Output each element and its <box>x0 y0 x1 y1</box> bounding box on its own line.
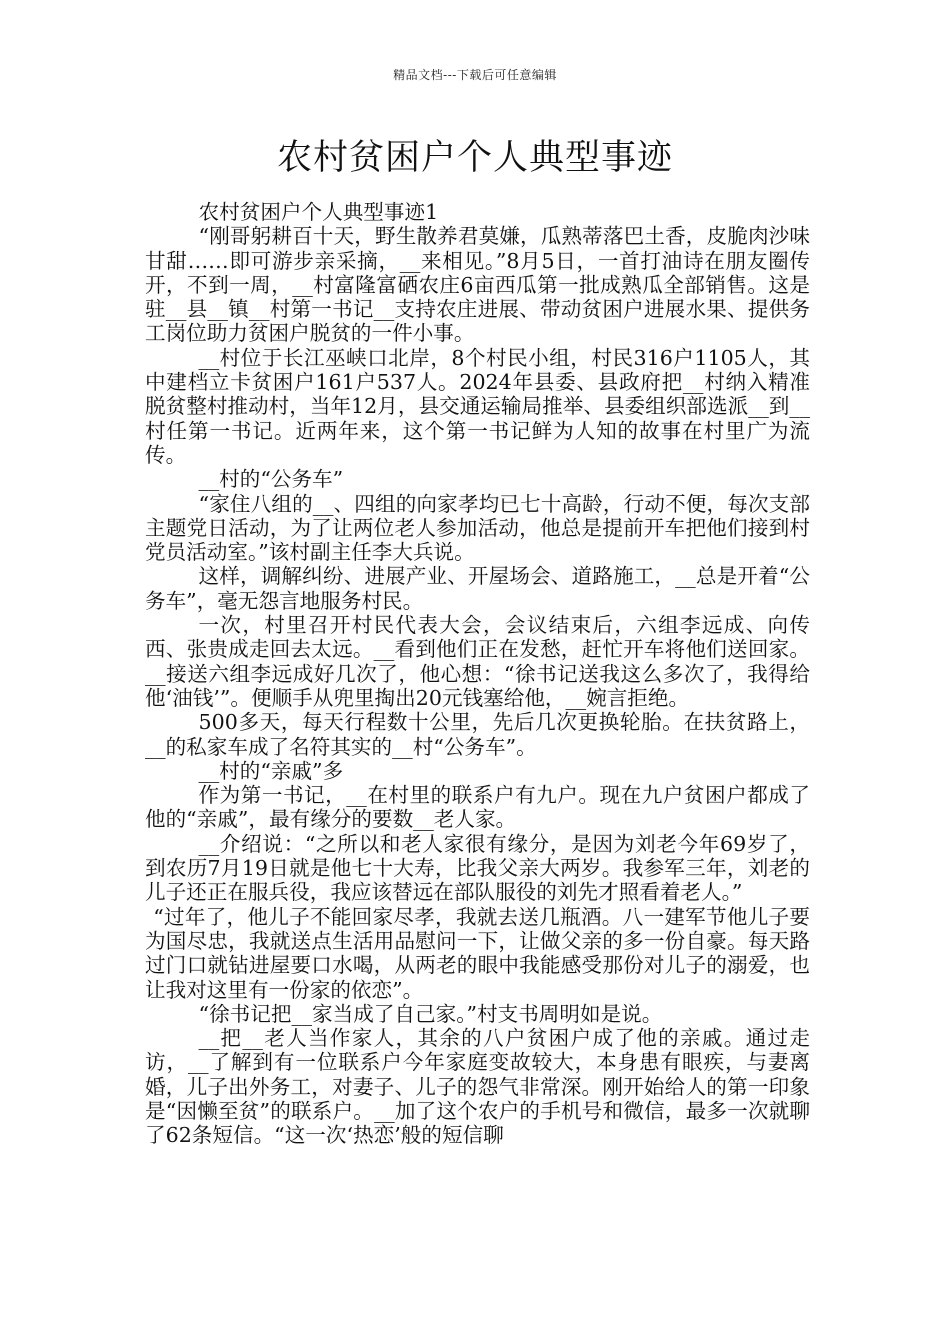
body-paragraph: “过年了，他儿子不能回家尽孝，我就去送几瓶酒。八一建军节他儿子要为国尽忠，我就送点生活用品慰问一下，让做父亲的多一份自豪。每天路过门口就钻进屋要口水喝，从两老的眼中我能感受那份对儿子的溺爱，也让我对这里有一份家的依恋”。 <box>145 904 810 1002</box>
document-title: 农村贫困户个人典型事迹 <box>276 138 673 178</box>
body-paragraph: __村位于长江巫峡口北岸，8个村民小组，村民316户1105人，其中建档立卡贫困户161户537人。2024年县委、县政府把__村纳入精准脱贫整村推动村，当年12月，县交通运输局推举、县委组织部选派__到__村任第一书记。近两年来，这个第一书记鲜为人知的故事在村里广为流传。 <box>145 345 810 467</box>
body-paragraph: 这样，调解纠纷、进展产业、开屋场会、道路施工，__总是开着“公务车”，毫无怨言地服务村民。 <box>145 564 810 613</box>
body-paragraph: 500多天，每天行程数十公里，先后几次更换轮胎。在扶贫路上，__的私家车成了名符其实的__村“公务车”。 <box>145 710 810 759</box>
subtitle-paragraph: 农村贫困户个人典型事迹1 <box>198 200 439 224</box>
body-paragraph: “家住八组的__、四组的向家孝均已七十高龄，行动不便，每次支部主题党日活动，为了让两位老人参加活动，他总是提前开车把他们接到村党员活动室。”该村副主任李大兵说。 <box>145 491 810 565</box>
body-paragraph: __介绍说：“之所以和老人家很有缘分，是因为刘老今年69岁了，到农历7月19日就是他七十大寿，比我父亲大两岁。我参军三年，刘老的儿子还正在服兵役，我应该替远在部队服役的刘先才照看着老人。” <box>145 831 810 905</box>
document-body <box>145 200 810 1148</box>
body-paragraph: “徐书记把__家当成了自己家。”村支书周明如是说。 <box>198 1001 663 1026</box>
body-paragraph: 作为第一书记，__在村里的联系户有九户。现在九户贫困户都成了他的“亲戚”，最有缘分的要数__老人家。 <box>145 783 810 832</box>
section-heading: __村的“亲戚”多 <box>198 758 344 783</box>
body-paragraph: “刚哥躬耕百十天，野生散养君莫嫌，瓜熟蒂落巴土香，皮脆肉沙味甘甜……即可游步亲采摘，__来相见。”8月5日，一首打油诗在朋友圈传开，不到一周，__村富隆富硒农庄6亩西瓜第一批成熟瓜全部销售。这是驻__县__镇__村第一书记__支持农庄进展、带动贫困户进展水果、提供务工岗位助力贫困户脱贫的一件小事。 <box>145 224 810 346</box>
header-note: 精品文档---下载后可任意编辑 <box>393 68 557 82</box>
section-heading: __村的“公务车” <box>198 467 344 492</box>
body-paragraph: 一次，村里召开村民代表大会，会议结束后，六组李远成、向传西、张贵成走回去太远。__看到他们正在发愁，赶忙开车将他们送回家。__接送六组李远成好几次了，他心想：“徐书记送我这么多次了，我得给他‘油钱’”。便顺手从兜里掏出20元钱塞给他，__婉言拒绝。 <box>145 613 810 710</box>
body-paragraph: __把__老人当作家人，其余的八户贫困户成了他的亲戚。通过走访，__了解到有一位联系户今年家庭变故较大，本身患有眼疾，与妻离婚，儿子出外务工，对妻子、儿子的怨气非常深。刚开始给人的第一印象是“因懒至贫”的联系户。__加了这个农户的手机号和微信，最多一次就聊了62条短信。“这一次‘热恋’般的短信聊 <box>145 1026 810 1148</box>
